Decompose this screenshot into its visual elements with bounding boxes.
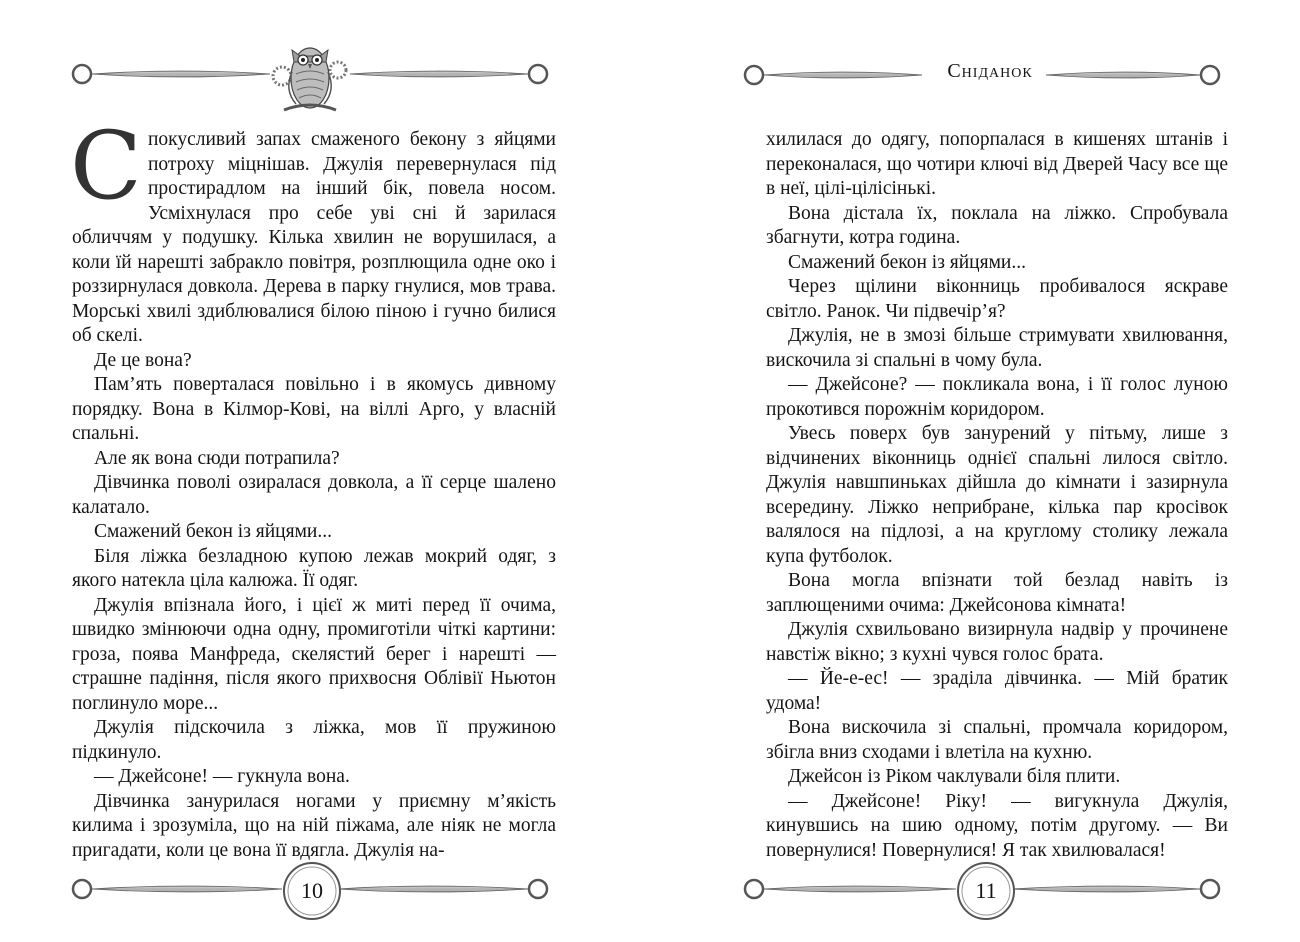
right-ring-icon — [529, 65, 547, 83]
left-ring-icon — [73, 65, 91, 83]
paragraph: Вона вискочила зі спальні, промчала коридором, збігла вниз сходами і влетіла на кухню. — [766, 717, 1228, 763]
left-page-text — [70, 112, 556, 863]
paragraph: Спокусливий запах смаженого бекону з яйцями потроху міцнішав. Джулія перевернулася під простирадлом на інший бік, повела носом. Усміхнулася про себе уві сні й зарилася обличчям у подушку. Кілька хвилин не ворушилася, а коли їй нарешті забракло повітря, розплющила одне око і роззирнулася довкола. Дерева в парку гнулися, мов трава. Морські хвилі здиблювалися білою піною і гучно билися об скелі. — [70, 112, 556, 346]
owl-icon — [284, 48, 336, 110]
paragraph: Вона могла впізнати той безлад навіть із заплющеними очима: Джейсонова кімната! — [766, 570, 1228, 616]
paragraph: Увесь поверх був занурений у пітьму, лише з відчинених віконниць однієї спальні лилося світло. Джулія навшпиньках дійшла до кімнати і зазирнула всередину. Ліжко неприбране, кілька пар кросівок валялося на підлозі, а на круглому столику лежала купа футболок. — [766, 423, 1228, 567]
paragraph: — Джейсоне! — гукнула вона. — [94, 766, 350, 787]
paragraph: Вона дістала їх, поклала на ліжко. Спробувала збагнути, котра година. — [766, 202, 1228, 248]
paragraph: Джулія підскочила з ліжка, мов її пружиною підкинуло. — [72, 717, 556, 763]
paragraph: — Джейсоне! Ріку! — вигукнула Джулія, кинувшись на шию одному, потім другому. — Ви повернулися! Повернулися! Я так хвилювалася! — [766, 790, 1228, 861]
paragraph: Джулія схвильовано визирнула надвір у прочинене навстіж вікно; з кухні чувся голос брата. — [766, 619, 1228, 665]
running-head: Сніданок — [935, 60, 1045, 83]
paragraph: Де це вона? — [94, 349, 192, 371]
right-page — [650, 0, 1300, 942]
drop-cap: С — [70, 112, 142, 221]
page-number: 10 — [301, 878, 323, 903]
paragraph: Джулія, не в змозі більше стримувати хвилювання, вискочила зі спальні в чому була. — [766, 325, 1228, 371]
paragraph: Джулія впізнала його, і цієї ж миті перед її очима, швидко змінюючи одна одну, промиготіли чіткі картини: гроза, поява Манфреда, скелястий берег і нарешті — страшне падіння, після якого прихвосня Облівії Ньютон поглинуло море... — [72, 594, 556, 714]
right-page-text — [766, 128, 1228, 863]
paragraph: Але як вона сюди потрапила? — [94, 447, 340, 469]
page-number: 11 — [975, 878, 997, 903]
paragraph: Смажений бекон із яйцями... — [94, 521, 332, 542]
paragraph: Дівчинка поволі озиралася довкола, а її серце шалено калатало. — [72, 472, 556, 518]
paragraph: — Йе-е-ес! — зраділа дівчинка. — Мій братик удома! — [766, 668, 1228, 714]
owl-header-ornament — [70, 30, 570, 120]
paragraph: Через щілини віконниць пробивалося яскраве світло. Ранок. Чи підвечір’я? — [766, 276, 1228, 322]
paragraph: Біля ліжка безладною купою лежав мокрий одяг, з якого натекла ціла калюжа. Її одяг. — [72, 545, 556, 591]
paragraph: Джейсон із Ріком чаклували біля плити. — [788, 766, 1121, 787]
paragraph: Дівчинка занурилася ногами у приємну м’якість килима і зрозуміла, що на ній піжама, але ніяк не могла пригадати, коли це вона її вдягла. Джулія на- — [72, 790, 556, 861]
paragraph: — Джейсоне? — покликала вона, і її голос луною прокотився порожнім коридором. — [766, 374, 1228, 420]
paragraph: Смажений бекон із яйцями... — [788, 251, 1026, 273]
paragraph: Пам’ять поверталася повільно і в якомусь дивному порядку. Вона в Кілмор-Кові, на віллі Арго, у власній спальні. — [72, 374, 556, 444]
paragraph: хилилася до одягу, попорпалася в кишенях штанів і переконалася, що чотири ключі від Дверей Часу все ще в неї, цілі-цілісінькі. — [766, 129, 1228, 199]
